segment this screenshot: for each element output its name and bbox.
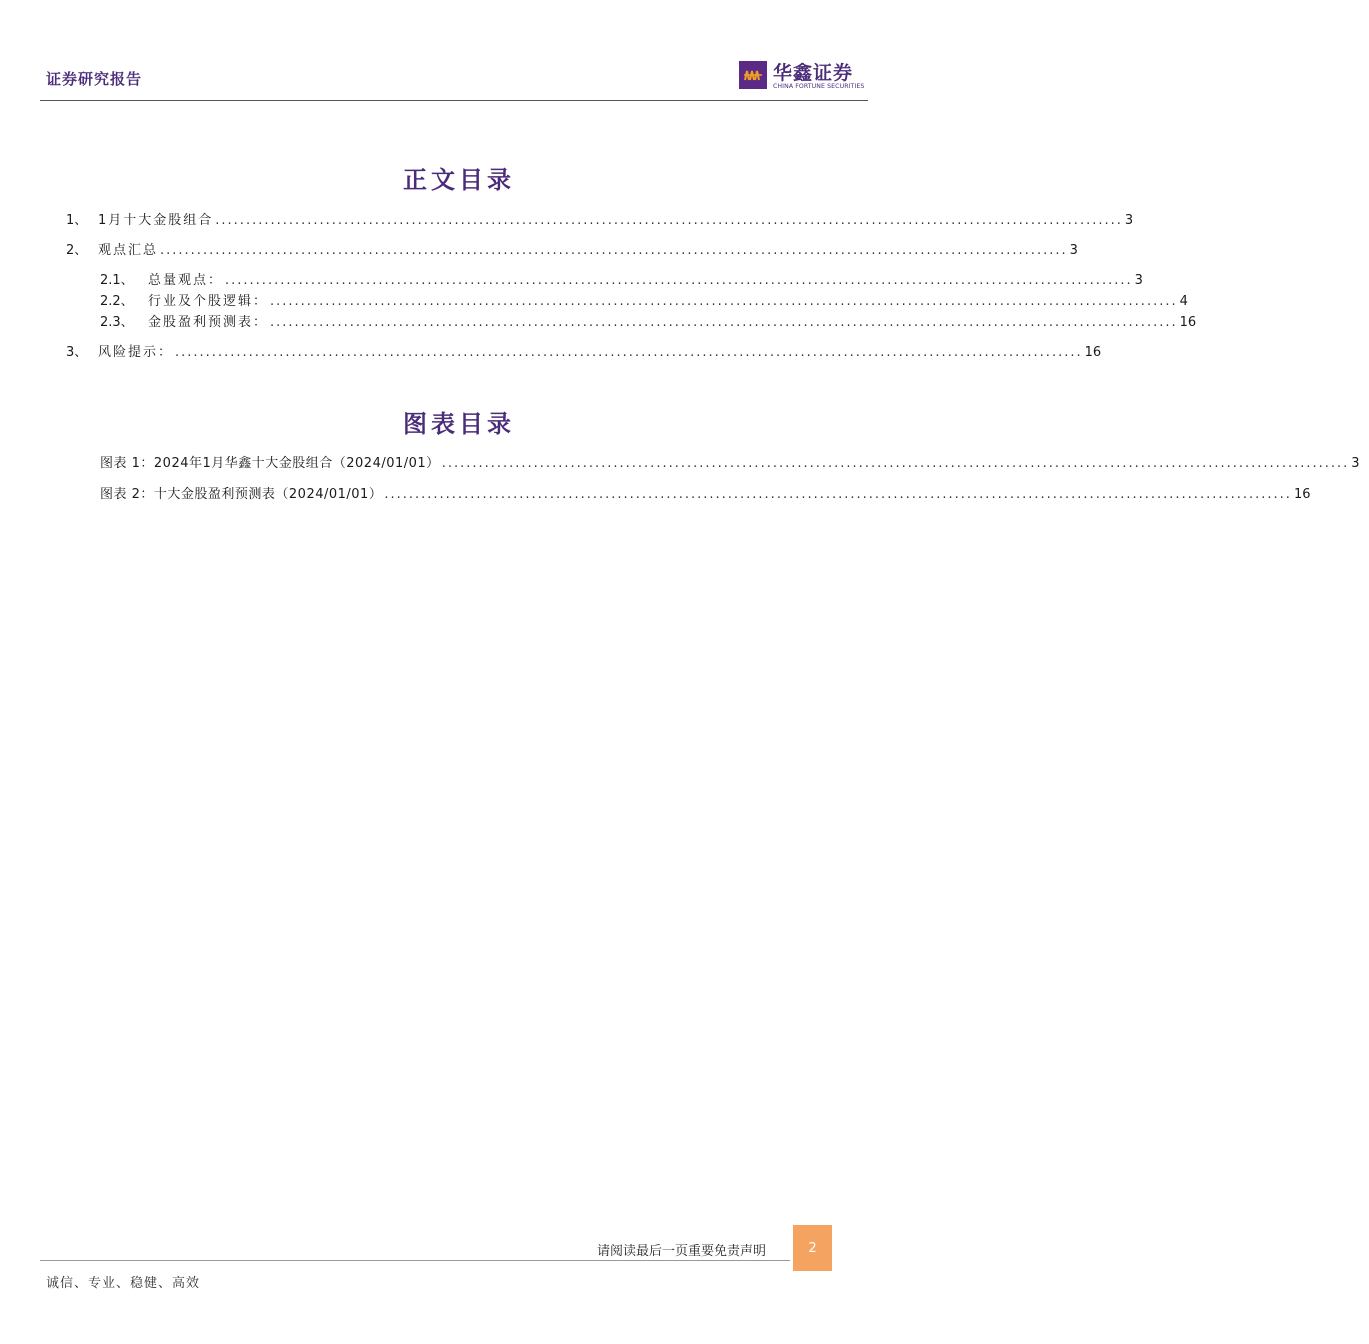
toc-item-page: 3: [1069, 243, 1078, 258]
toc-leader-dots: ....................................................................................................................................................: [215, 213, 1123, 228]
header-divider: [40, 100, 868, 101]
toc-leader-dots: ....................................................................................................................................................: [175, 345, 1083, 360]
figure-item-page: 3: [1351, 456, 1360, 471]
toc-item-number: 1、: [66, 213, 88, 228]
toc-item-number: 2.3、: [100, 315, 134, 330]
toc-item-title: 金股盈利预测表：: [148, 315, 269, 330]
logo-english-name: CHINA FORTUNE SECURITIES: [773, 83, 865, 90]
toc-item-page: 16: [1179, 315, 1197, 330]
toc-leader-dots: ....................................................................................................................................................: [225, 273, 1133, 288]
logo-chinese-name: 华鑫证券: [773, 62, 854, 84]
page-number-badge: 2: [793, 1225, 832, 1271]
toc-item-page: 3: [1134, 273, 1143, 288]
toc-leader-dots: ....................................................................................................................................................: [270, 294, 1178, 309]
toc-item[interactable]: [100, 314, 1197, 332]
toc-item-title: 风险提示：: [98, 345, 174, 360]
toc-item[interactable]: [100, 272, 1143, 290]
figure-list-item[interactable]: [100, 486, 1311, 504]
toc-item[interactable]: [100, 293, 1188, 311]
toc-leader-dots: ....................................................................................................................................................: [441, 456, 1350, 471]
toc-item-number: 2.1、: [100, 273, 134, 288]
toc-leader-dots: ....................................................................................................................................................: [270, 315, 1178, 330]
toc-item-page: 3: [1124, 213, 1134, 228]
toc-leader-dots: ....................................................................................................................................................: [160, 243, 1068, 258]
toc-item-title: 观点汇总: [98, 243, 159, 258]
disclaimer-notice: 请阅读最后一页重要免责声明: [597, 1244, 767, 1259]
toc-item-page: 16: [1084, 345, 1102, 360]
toc-heading: 正文目录: [403, 166, 515, 194]
company-logo: [739, 60, 864, 92]
toc-item-number: 2、: [66, 243, 88, 258]
report-type-label: 证券研究报告: [46, 70, 143, 88]
toc-item-number: 3、: [66, 345, 88, 360]
toc-item-title: 行业及个股逻辑：: [148, 294, 269, 309]
company-motto: 诚信、专业、稳健、高效: [46, 1276, 201, 1291]
figure-item-title: 图表 2：十大金股盈利预测表（2024/01/01）: [100, 487, 383, 502]
toc-item-title: 1月十大金股组合: [98, 213, 214, 228]
figures-heading: 图表目录: [403, 410, 515, 438]
figure-item-page: 16: [1293, 487, 1311, 502]
figure-list-item[interactable]: [100, 455, 1360, 473]
toc-item[interactable]: [66, 242, 1078, 260]
logo-mark-icon: [739, 61, 767, 89]
figure-item-title: 图表 1：2024年1月华鑫十大金股组合（2024/01/01）: [100, 456, 440, 471]
toc-leader-dots: ....................................................................................................................................................: [384, 487, 1292, 502]
toc-item-title: 总量观点：: [148, 273, 224, 288]
toc-item-page: 4: [1179, 294, 1188, 309]
toc-item[interactable]: [66, 344, 1102, 362]
footer-divider: [40, 1260, 790, 1261]
toc-item[interactable]: [66, 212, 1134, 230]
toc-item-number: 2.2、: [100, 294, 134, 309]
